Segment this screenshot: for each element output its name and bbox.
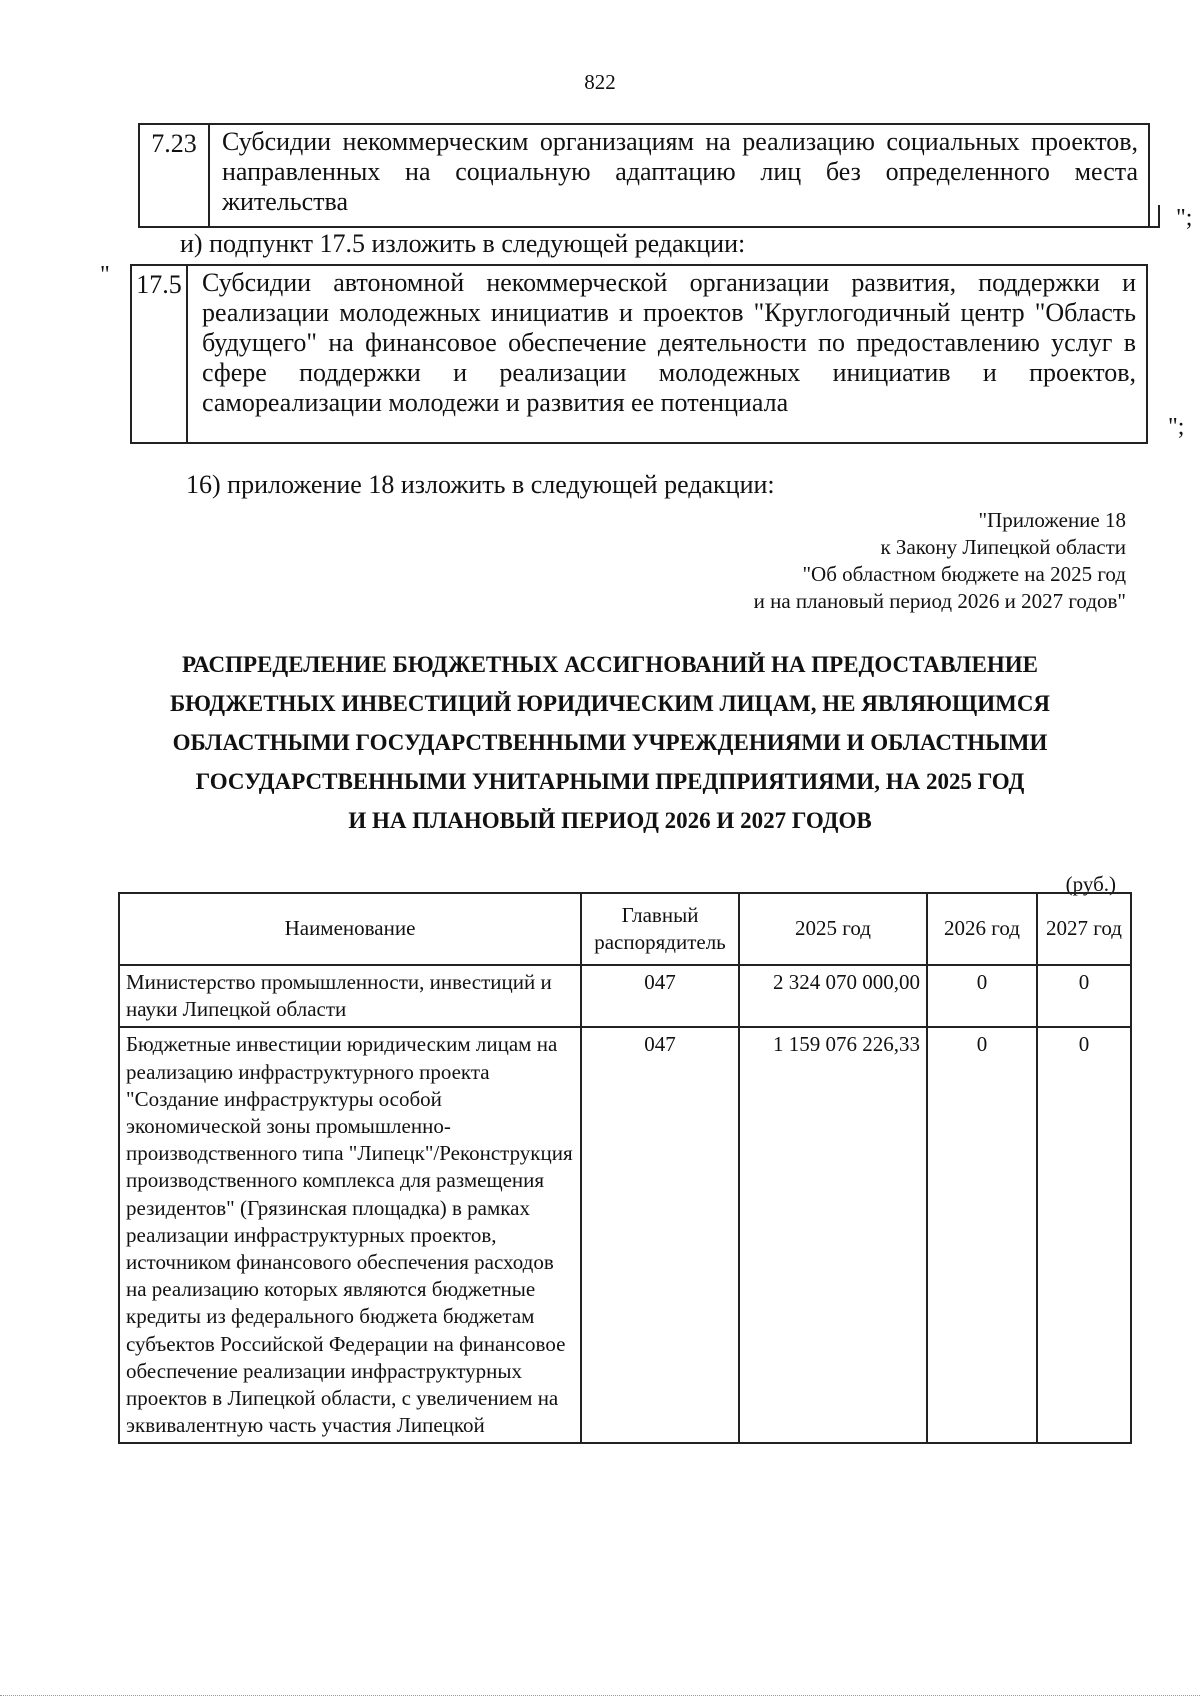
cell-2026: 0 bbox=[927, 1027, 1037, 1443]
header-admin-line: Главный bbox=[621, 902, 699, 927]
amendment-16: 16) приложение 18 изложить в следующей редакции: bbox=[186, 470, 775, 499]
row-text: Субсидии некоммерческим организациям на реализацию социальных проектов, направленных на социальную адаптацию лиц без определенного места жительства bbox=[222, 127, 1138, 216]
table-row bbox=[119, 965, 1131, 1027]
title-line: БЮДЖЕТНЫХ ИНВЕСТИЦИЙ ЮРИДИЧЕСКИМ ЛИЦАМ, НЕ ЯВЛЯЮЩИМСЯ bbox=[169, 691, 1051, 716]
appendix-line: "Приложение 18 bbox=[978, 508, 1126, 532]
cell-2025: 1 159 076 226,33 bbox=[739, 1027, 927, 1443]
header-admin-line: распорядитель bbox=[594, 930, 726, 954]
cell-name: Министерство промышленности, инвестиций и науки Липецкой области bbox=[119, 965, 581, 1027]
appendix-line: "Об областном бюджете на 2025 год bbox=[802, 562, 1126, 586]
title-line: РАСПРЕДЕЛЕНИЕ БЮДЖЕТНЫХ АССИГНОВАНИЙ НА ПРЕДОСТАВЛЕНИЕ bbox=[181, 652, 1039, 677]
row-7-23-bottom-border bbox=[138, 226, 1160, 228]
row-7-23-right-border bbox=[1158, 205, 1160, 228]
appendix-reference bbox=[754, 507, 1126, 615]
closing-quote: "; bbox=[1176, 205, 1193, 231]
header-name: Наименование bbox=[119, 893, 581, 965]
amendment-i: и) подпункт 17.5 изложить в следующей редакции: bbox=[180, 229, 746, 258]
row-number: 7.23 bbox=[140, 125, 210, 228]
opening-quote: " bbox=[100, 262, 110, 288]
cell-2025: 2 324 070 000,00 bbox=[739, 965, 927, 1027]
appendix-line: к Закону Липецкой области bbox=[880, 535, 1126, 559]
cell-admin: 047 bbox=[581, 1027, 739, 1443]
header-2025: 2025 год bbox=[739, 893, 927, 965]
cell-2027: 0 bbox=[1037, 965, 1131, 1027]
appendix-line: и на плановый период 2026 и 2027 годов" bbox=[753, 589, 1126, 613]
row-number: 17.5 bbox=[132, 266, 188, 442]
title-line: И НА ПЛАНОВЫЙ ПЕРИОД 2026 И 2027 ГОДОВ bbox=[348, 808, 872, 833]
header-admin bbox=[581, 893, 739, 965]
currency-unit: (руб.) bbox=[1065, 872, 1116, 896]
row-17-5 bbox=[130, 264, 1148, 444]
document-title bbox=[140, 645, 1080, 840]
header-2026: 2026 год bbox=[927, 893, 1037, 965]
page-number: 822 bbox=[584, 70, 616, 94]
cell-2027: 0 bbox=[1037, 1027, 1131, 1443]
row-text: Субсидии автономной некоммерческой организации развития, поддержки и реализации молодежных инициатив и проектов "Круглогодичный центр "Область будущего" на финансовое обеспечение деятельности по предоставлению услуг в сфере поддержки и реализации молодежных инициатив и проектов, самореализации молодежи и развития ее потенциала bbox=[202, 268, 1136, 417]
table-row bbox=[119, 1027, 1131, 1443]
title-line: ОБЛАСТНЫМИ ГОСУДАРСТВЕННЫМИ УЧРЕЖДЕНИЯМИ И ОБЛАСТНЫМИ bbox=[172, 730, 1048, 755]
table-header-row bbox=[119, 893, 1131, 965]
cell-admin: 047 bbox=[581, 965, 739, 1027]
cell-name: Бюджетные инвестиции юридическим лицам на реализацию инфраструктурного проекта "Создание инфраструктуры особой экономической зоны промышленно-производственного типа "Липецк"/Реконструкция производственного комплекса для размещения резидентов" (Грязинская площадка) в рамках реализации инфраструктурных проектов, источником финансового обеспечения расходов на реализацию которых являются бюджетные кредиты из федерального бюджета бюджетам субъектов Российской Федерации на финансовое обеспечение реализации инфраструктурных проектов в Липецкой области, с увеличением на эквивалентную часть участия Липецкой bbox=[119, 1027, 581, 1443]
title-line: ГОСУДАРСТВЕННЫМИ УНИТАРНЫМИ ПРЕДПРИЯТИЯМИ, НА 2025 ГОД bbox=[195, 769, 1025, 794]
row-7-23 bbox=[138, 123, 1150, 228]
closing-quote: "; bbox=[1168, 414, 1185, 440]
budget-table bbox=[118, 892, 1132, 1444]
cell-2026: 0 bbox=[927, 965, 1037, 1027]
header-2027: 2027 год bbox=[1037, 893, 1131, 965]
